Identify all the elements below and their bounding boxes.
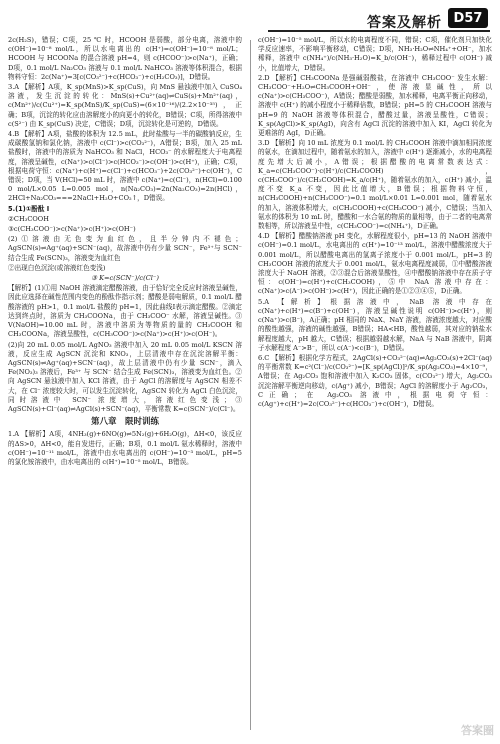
right-column [258, 36, 492, 736]
answer-5-part: ②CH₃COOH [8, 214, 49, 223]
equilibrium-formula: ③ K=c(SCN⁻)/c(Cl⁻) [91, 274, 159, 283]
answer-5: 5.A 【解析】根据溶液中，NaB 溶液中存在 c(Na⁺)+c(H⁺)=c(B⁻)+c(OH⁻)，溶液呈碱性说明 c(OH⁻)>c(H⁺)，则 c(Na⁺)>c(B⁻)，A正确；pH 相同的 NaX、NaY 溶液，溶液浓度越大，对应酸的酸性越强，溶液的碱性越强，B错误；HA<HB，酸性越弱，其对应的钠盐水解程度越大，pH 越大，C错误；根据越弱越水解，NaA 与 NaB 溶液中，阴离子水解程度 A⁻>B⁻，所以 c(A⁻)<c(B⁻)，D错误。 [258, 297, 492, 352]
answer-1: 1.A 【解析】A项，4NH₃(g)+6NO(g)⇌5N₂(g)+6H₂O(g)，ΔH<0，该反应的ΔS>0，ΔH<0，能自发进行，正确；B项，0.1 mol/L 氨水稀释时，溶液中 c(OH⁻)=10⁻¹¹ mol/L，溶液中由水电离出的 c(OH⁻)=10⁻³ mol/L，pH=5 的氯化铵溶液中，由水电离出的 c(H⁺)=10⁻⁵ mol/L，B错误。 [8, 430, 242, 466]
section-title: 第八章 限时训练 [90, 417, 159, 428]
header-title: 答案及解析 [367, 15, 442, 31]
answer-paragraph: 2c(H₂S)，错误；C项，25 ℃ 时，HCOOH 是弱酸，部分电离，溶液中的 c(OH⁻)=10⁻⁸ mol/L，所以水电离出的 c(H⁺)=c(OH⁻)=10⁻⁸ mol/L；HCOOH 与 HCOONa 的混合溶液 pH=4，则 c(HCOO⁻)>c(Na⁺)，正确；D项，0.1 mol/L Na₂CO₃ 溶液与 0.1 mol/L NaHCO₃ 溶液等体积混合，根据物料守恒：2c(Na⁺)=3[c(CO₃²⁻)+c(HCO₃⁻)+c(H₂CO₃)]，D错误。 [8, 36, 242, 81]
page-header [0, 0, 500, 34]
column-divider [250, 40, 251, 730]
answer-4: 4.D 【解析】醋酸钠溶液 pH 变化，水解程度很小，pH=13 的 NaOH 溶液中 c(OH⁻)=0.1 mol/L，水电离出的 c(H⁺)=10⁻¹³ mol/L，溶液中醋酸浓度大于 0.001 mol/L，所以醋酸电离出的氢离子浓度小于 0.001 mol/L，pH=3 的 CH₃COOH 溶液的浓度大于 0.001 mol/L，氨水电离程度减弱，①中醋酸溶液浓度大于 NaOH 溶液，②③混合后溶液显酸性，④中醋酸钠溶液中存在质子守恒：c(OH⁻)=c(H⁺)+c(CH₃COOH)，⑤中 NaA 溶液中存在：c(Na⁺)>c(A⁻)>c(OH⁻)>c(H⁺)，因此正确的是①②③④⑤，D正确。 [258, 232, 492, 296]
page-number-badge: D57 [448, 8, 488, 28]
answer-paragraph: c(OH⁻)=10⁻⁵ mol/L，所以水的电离程度不同，错误；C项，催化剂只加快化学反应速率，不影响平衡移动，C错误；D项，NH₃·H₂O⇌NH₄⁺+OH⁻，加水稀释，溶液中 c(NH₄⁺)/c(NH₃·H₂O)=K_b/c(OH⁻)，稀释过程中 c(OH⁻) 减小，比值增大，D错误。 [258, 36, 492, 72]
answer-5-part: (2)①溶液由无色变为血红色，且半分钟内不褪色；AgSCN(s)⇌Ag⁺(aq)+SCN⁻(aq)，故溶液中仍有少量 SCN⁻，Fe³⁺与 SCN⁻ 结合生成 Fe(SCN)₃，溶液变为血红色 [8, 235, 242, 262]
answer-5-heading: 5.(1)①酚酞 Ⅰ [8, 204, 50, 213]
watermark: 答案圈 [461, 724, 494, 737]
answer-5-analysis: 【解析】(1)①用 NaOH 溶液滴定醋酸溶液，由于恰好完全反应时溶液呈碱性，因此应选择在碱性范围内变色的酚酞作指示剂；醋酸是弱电解质，0.1 mol/L 醋酸溶液的 pH>1，0.1 mol/L 盐酸的 pH=1，因此曲线Ⅰ表示滴定醋酸。②滴定达到终点时，溶质为 CH₃COONa，由于 CH₃COO⁻ 水解，溶液呈碱性。③ V(NaOH)=10.00 mL 时，溶液中溶质为等物质的量的 CH₃COOH 和 CH₃COONa，溶液呈酸性，c(CH₃COO⁻)>c(Na⁺)>c(H⁺)>c(OH⁻)。 [8, 284, 242, 339]
answer-5-part: ③c(CH₃COO⁻)>c(Na⁺)>c(H⁺)>c(OH⁻) [8, 225, 136, 234]
answer-4: 4.B 【解析】A项，盐酸的体积为 12.5 mL，此时盐酸与一半的碳酸钠反应，生成碳酸氢钠和氯化钠，溶液中 c(Cl⁻)>c(CO₃²⁻)，A错误；B项，加入 25 mL 盐酸时，溶液中的溶质为 NaHCO₃ 和 NaCl，HCO₃⁻ 的水解程度大于电离程度，溶液呈碱性，c(Na⁺)>c(Cl⁻)>c(HCO₃⁻)>c(OH⁻)>c(H⁺)，正确；C项，根据电荷守恒：c(Na⁺)+c(H⁺)=c(Cl⁻)+c(HCO₃⁻)+2c(CO₃²⁻)+c(OH⁻)，C错误；D项，当 V(HCl)=50 mL 时，溶液中 c(Na⁺)=c(Cl⁻)，n(HCl)=0.100 0 mol/L×0.05 L=0.005 mol，n(Na₂CO₃)=2n(Na₂CO₃)=2n(HCl)，2HCl+Na₂CO₃===2NaCl+H₂O+CO₂↑，D错误。 [8, 130, 242, 203]
answer-3: 3.D 【解析】向 10 mL 浓度为 0.1 mol/L 的 CH₃COOH 溶液中滴加相同浓度的氨水，在滴加过程中，随着氨水的加入，溶液中 c(H⁺) 逐渐减小，水的电离程度先增大后减小，A错误；根据醋酸的电离常数表达式：K_a=c(CH₃COO⁻)·c(H⁺)/c(CH₃COOH)，c(CH₃COO⁻)/c(CH₃COOH)=K_a/c(H⁺)，随着氨水的加入，c(H⁺) 减小，温度不变 K_a 不变，因此比值增大，B错误；根据物料守恒，n(CH₃COOH)+n(CH₃COO⁻)=0.1 mol/L×0.01 L=0.001 mol，随着氨水的加入，溶液体积增大，c(CH₃COOH)+c(CH₃COO⁻) 减小，C错误；当加入氨水的体积为 10 mL 时，醋酸和一水合氨的物质的量相等，由于二者的电离常数相等，所以溶液呈中性，c(CH₃COO⁻)=c(NH₄⁺)，D正确。 [258, 139, 492, 231]
left-column [8, 36, 242, 736]
answer-5-part: ②出现白色沉淀(或溶液红色变浅) [8, 263, 106, 272]
answer-6: 6.C 【解析】根据化学方程式，2AgCl(s)+CO₃²⁻(aq)⇌Ag₂CO₃(s)+2Cl⁻(aq) 的平衡常数 K=c²(Cl⁻)/c(CO₃²⁻)=[K_sp(AgCl)]²/K_sp(Ag₂CO₃)=4×10⁻⁹，A错误；在 Ag₂CO₃ 饱和溶液中加入 K₂CO₃ 固体，c(CO₃²⁻) 增大，Ag₂CO₃ 沉淀溶解平衡逆向移动，c(Ag⁺) 减小，B错误；AgCl 的溶解度小于 Ag₂CO₃，C正确；在 Ag₂CO₃ 溶液中，根据电荷守恒：c(Ag⁺)+c(H⁺)=2c(CO₃²⁻)+c(HCO₃⁻)+c(OH⁻)，D错误。 [258, 353, 492, 408]
answer-2: 2.D 【解析】CH₃COONa 是强碱弱酸盐，在溶液中 CH₃COO⁻ 发生水解：CH₃COO⁻+H₂O⇌CH₃COOH+OH⁻，使溶液显碱性，所以 c(Na⁺)>c(CH₃COO⁻)，A错误；醋酸是弱酸，加水稀释，电离平衡正向移动，溶液中 c(H⁺) 的减小程度小于稀释倍数，B错误；pH=5 的 CH₃COOH 溶液与 pH=9 的 NaOH 溶液等体积混合，醋酸过量，溶液呈酸性，C错误；K_sp(AgCl)>K_sp(AgI)，向含有 AgCl 沉淀的溶液中加入 KI，AgCl 转化为更难溶的 AgI，D正确。 [258, 73, 492, 138]
answer-3: 3.A 【解析】A项，K_sp(MnS)>K_sp(CuS)，向 MnS 悬浊液中加入 CuSO₄ 溶液，发生沉淀的转化：MnS(s)+Cu²⁺(aq)⇌CuS(s)+Mn²⁺(aq)，c(Mn²⁺)/c(Cu²⁺)=K_sp(MnS)/K_sp(CuS)=(6×10⁻¹⁶)/(2.2×10⁻³⁵)，正确；B项，沉淀的转化应由溶解度小的向更小的转化，B错误；C项，所得溶液中 c(S²⁻) 由 K_sp(CuS) 决定，C错误；D项，沉淀转化是可逆的，D错误。 [8, 83, 242, 128]
answer-5-analysis: (2)向 20 mL 0.05 mol/L AgNO₃ 溶液中加入 20 mL 0.05 mol/L KSCN 溶液，反应生成 AgSCN 沉淀和 KNO₃，上层清液中存在沉淀溶解平衡：AgSCN(s)⇌Ag⁺(aq)+SCN⁻(aq)，故上层清液中仍有少量 SCN⁻，滴入 Fe(NO₃)₃ 溶液后，Fe³⁺ 与 SCN⁻ 结合生成 Fe(SCN)₃，溶液变为血红色。②向 AgSCN 悬浊液中加入 KCl 溶液，由于 AgCl 的溶解度与 AgSCN 相差不大，在 Cl⁻ 浓度较大时，可以发生沉淀转化，AgSCN 转化为 AgCl 白色沉淀，同时溶液中 SCN⁻ 浓度增大，溶液红色变浅；③ AgSCN(s)+Cl⁻(aq)⇌AgCl(s)+SCN⁻(aq)，平衡常数 K=c(SCN⁻)/c(Cl⁻)。 [8, 340, 242, 413]
